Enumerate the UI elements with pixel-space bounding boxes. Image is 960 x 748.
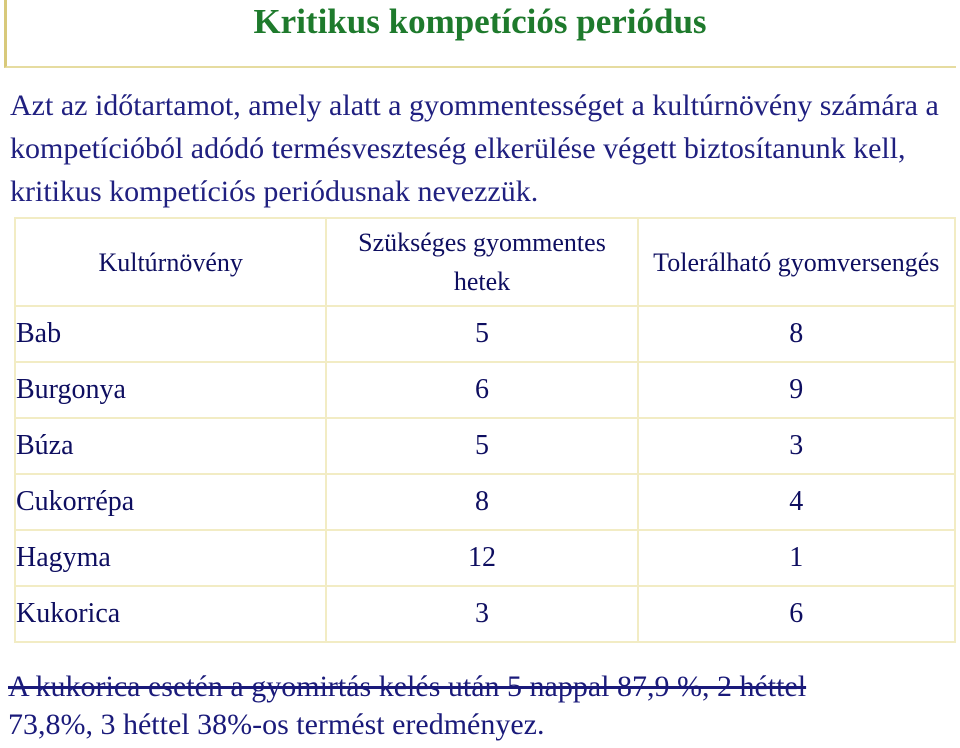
weeks-value: 3 xyxy=(326,586,637,642)
table-row xyxy=(15,418,955,474)
crop-name: Cukorrépa xyxy=(15,474,326,530)
table-row xyxy=(15,306,955,362)
crop-name: Bab xyxy=(15,306,326,362)
crop-name: Búza xyxy=(15,418,326,474)
tolerance-value: 9 xyxy=(638,362,955,418)
tolerance-value: 6 xyxy=(638,586,955,642)
footnote-line-2: 73,8%, 3 héttel 38%-os termést eredményez. xyxy=(8,708,545,741)
header-tolerance: Tolerálható gyomversengés xyxy=(638,218,955,306)
tolerance-value: 3 xyxy=(638,418,955,474)
footnote xyxy=(8,668,958,744)
page-title: Kritikus kompetíciós periódus xyxy=(253,2,707,41)
crop-table xyxy=(14,217,956,643)
crop-name: Kukorica xyxy=(15,586,326,642)
weeks-value: 5 xyxy=(326,418,637,474)
weeks-value: 5 xyxy=(326,306,637,362)
header-weeks: Szükséges gyommentes hetek xyxy=(326,218,637,306)
table-row xyxy=(15,362,955,418)
tolerance-value: 8 xyxy=(638,306,955,362)
footnote-line-1: A kukorica esetén a gyomirtás kelés után 5 nappal 87,9 %, 2 héttel xyxy=(8,670,807,703)
tolerance-value: 4 xyxy=(638,474,955,530)
weeks-value: 12 xyxy=(326,530,637,586)
tolerance-value: 1 xyxy=(638,530,955,586)
table-row xyxy=(15,474,955,530)
weeks-value: 6 xyxy=(326,362,637,418)
table-row xyxy=(15,530,955,586)
crop-name: Burgonya xyxy=(15,362,326,418)
weeks-value: 8 xyxy=(326,474,637,530)
table-row xyxy=(15,586,955,642)
intro-paragraph: Azt az időtartamot, amely alatt a gyommentességet a kultúrnövény számára a kompetícióból adódó termésveszteség elkerülése végett biztosítanunk kell, kritikus kompetíciós periódusnak nevezzük. xyxy=(10,89,939,208)
header-crop: Kultúrnövény xyxy=(15,218,326,306)
table-header-row xyxy=(15,218,955,306)
crop-name: Hagyma xyxy=(15,530,326,586)
